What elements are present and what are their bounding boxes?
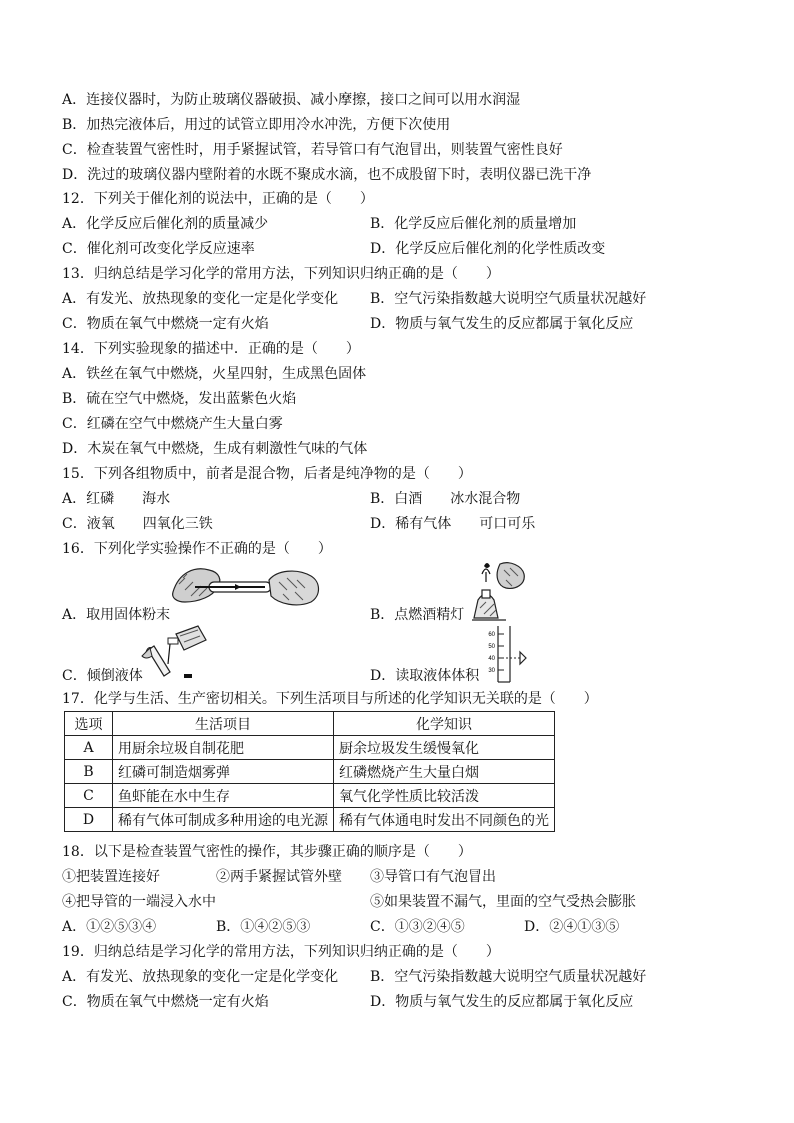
- q19-option-a: A．有发光、放热现象的变化一定是化学变化: [62, 969, 339, 985]
- q18-step-3: ③导管口有气泡冒出: [370, 869, 496, 885]
- row-d-life-item: 稀有气体可制成多种用途的电光源: [113, 808, 334, 832]
- q17-table: [64, 711, 555, 832]
- q15-option-d: D．稀有气体 可口可乐: [370, 516, 536, 532]
- table-header-row: [65, 712, 555, 736]
- table-row: [65, 736, 555, 760]
- row-d-chem-knowledge: 稀有气体通电时发出不同颜色的光: [334, 808, 555, 832]
- row-a-option: A: [65, 736, 113, 760]
- q18-step-4: ④把导管的一端浸入水中: [62, 894, 216, 910]
- q15-stem: 15．下列各组物质中，前者是混合物，后者是纯净物的是（ ）: [62, 466, 472, 482]
- row-b-option: B: [65, 760, 113, 784]
- q12-stem: 12．下列关于催化剂的说法中，正确的是（ ）: [62, 191, 374, 207]
- row-a-chem-knowledge: 厨余垃圾发生缓慢氧化: [334, 736, 555, 760]
- powder-spatula-illustration: [165, 562, 325, 614]
- q18-step-5: ⑤如果装置不漏气，里面的空气受热会膨胀: [370, 894, 636, 910]
- tick-label-60: 60: [488, 632, 495, 638]
- table-row: [65, 784, 555, 808]
- q13-option-a: A．有发光、放热现象的变化一定是化学变化: [62, 291, 339, 307]
- header-option: 选项: [65, 712, 113, 736]
- row-c-option: C: [65, 784, 113, 808]
- tick-label-40: 40: [488, 656, 495, 662]
- q11-option-d: D．洗过的玻璃仪器内壁附着的水既不聚成水滴，也不成股留下时，表明仪器已洗干净: [62, 167, 592, 183]
- header-chem-knowledge: 化学知识: [334, 712, 555, 736]
- row-b-life-item: 红磷可制造烟雾弹: [113, 760, 334, 784]
- tick-label-50: 50: [488, 644, 495, 650]
- alcohol-lamp-illustration: [466, 560, 528, 626]
- q19-option-b: B．空气污染指数越大说明空气质量状况越好: [370, 969, 647, 985]
- graduated-cylinder-illustration: [478, 624, 528, 684]
- q18-option-b: B．①④②⑤③: [216, 919, 311, 935]
- q14-stem: 14．下列实验现象的描述中．正确的是（ ）: [62, 341, 360, 357]
- q19-option-c: C．物质在氧气中燃烧一定有火焰: [62, 994, 269, 1010]
- q13-stem: 13．归纳总结是学习化学的常用方法，下列知识归纳正确的是（ ）: [62, 266, 500, 282]
- q17-stem: 17．化学与生活、生产密切相关。下列生活项目与所述的化学知识无关联的是（ ）: [62, 691, 598, 707]
- header-life-item: 生活项目: [113, 712, 334, 736]
- q11-option-b: B．加热完液体后，用过的试管立即用冷水冲洗，方便下次使用: [62, 117, 451, 133]
- q14-option-d: D．木炭在氧气中燃烧，生成有刺激性气味的气体: [62, 441, 368, 457]
- q19-stem: 19．归纳总结是学习化学的常用方法，下列知识归纳正确的是（ ）: [62, 944, 500, 960]
- q18-step-1: ①把装置连接好: [62, 869, 160, 885]
- q13-option-b: B．空气污染指数越大说明空气质量状况越好: [370, 291, 647, 307]
- q18-option-a: A．①②⑤③④: [62, 919, 157, 935]
- q18-stem: 18．以下是检查装置气密性的操作，其步骤正确的顺序是（ ）: [62, 844, 472, 860]
- row-c-life-item: 鱼虾能在水中生存: [113, 784, 334, 808]
- q18-step-2: ②两手紧握试管外壁: [216, 869, 342, 885]
- q16-option-a: A．取用固体粉末: [62, 607, 171, 623]
- table-row: [65, 808, 555, 832]
- q11-option-c: C．检查装置气密性时，用手紧握试管，若导管口有气泡冒出，则装置气密性良好: [62, 142, 563, 158]
- row-a-life-item: 用厨余垃圾自制花肥: [113, 736, 334, 760]
- q18-option-d: D．②④①③⑤: [524, 919, 620, 935]
- q15-option-b: B．白酒 冰水混合物: [370, 491, 521, 507]
- q12-option-a: A．化学反应后催化剂的质量减少: [62, 216, 269, 232]
- table-row: [65, 760, 555, 784]
- q16-option-c: C．倾倒液体: [62, 668, 143, 684]
- q13-option-c: C．物质在氧气中燃烧一定有火焰: [62, 316, 269, 332]
- q11-option-a: A．连接仪器时，为防止玻璃仪器破损、减小摩擦，接口之间可以用水润湿: [62, 92, 521, 108]
- q15-option-a: A．红磷 海水: [62, 491, 171, 507]
- q16-stem: 16．下列化学实验操作不正确的是（ ）: [62, 541, 332, 557]
- row-b-chem-knowledge: 红磷燃烧产生大量白烟: [334, 760, 555, 784]
- q14-option-a: A．铁丝在氧气中燃烧，火星四射，生成黑色固体: [62, 366, 367, 382]
- q16-option-d: D．读取液体体积: [370, 668, 480, 684]
- row-d-option: D: [65, 808, 113, 832]
- q13-option-d: D．物质与氧气发生的反应都属于氧化反应: [370, 316, 634, 332]
- row-c-chem-knowledge: 氧气化学性质比较活泼: [334, 784, 555, 808]
- q18-option-c: C．①③②④⑤: [370, 919, 465, 935]
- q19-option-d: D．物质与氧气发生的反应都属于氧化反应: [370, 994, 634, 1010]
- q16-option-b: B．点燃酒精灯: [370, 607, 465, 623]
- pour-liquid-illustration: [140, 622, 212, 682]
- q12-option-c: C．催化剂可改变化学反应速率: [62, 241, 255, 257]
- q15-option-c: C．液氧 四氧化三铁: [62, 516, 213, 532]
- q14-option-c: C．红磷在空气中燃烧产生大量白雾: [62, 416, 283, 432]
- q12-option-d: D．化学反应后催化剂的化学性质改变: [370, 241, 606, 257]
- q12-option-b: B．化学反应后催化剂的质量增加: [370, 216, 577, 232]
- q14-option-b: B．硫在空气中燃烧，发出蓝紫色火焰: [62, 391, 297, 407]
- tick-label-30: 30: [488, 668, 495, 674]
